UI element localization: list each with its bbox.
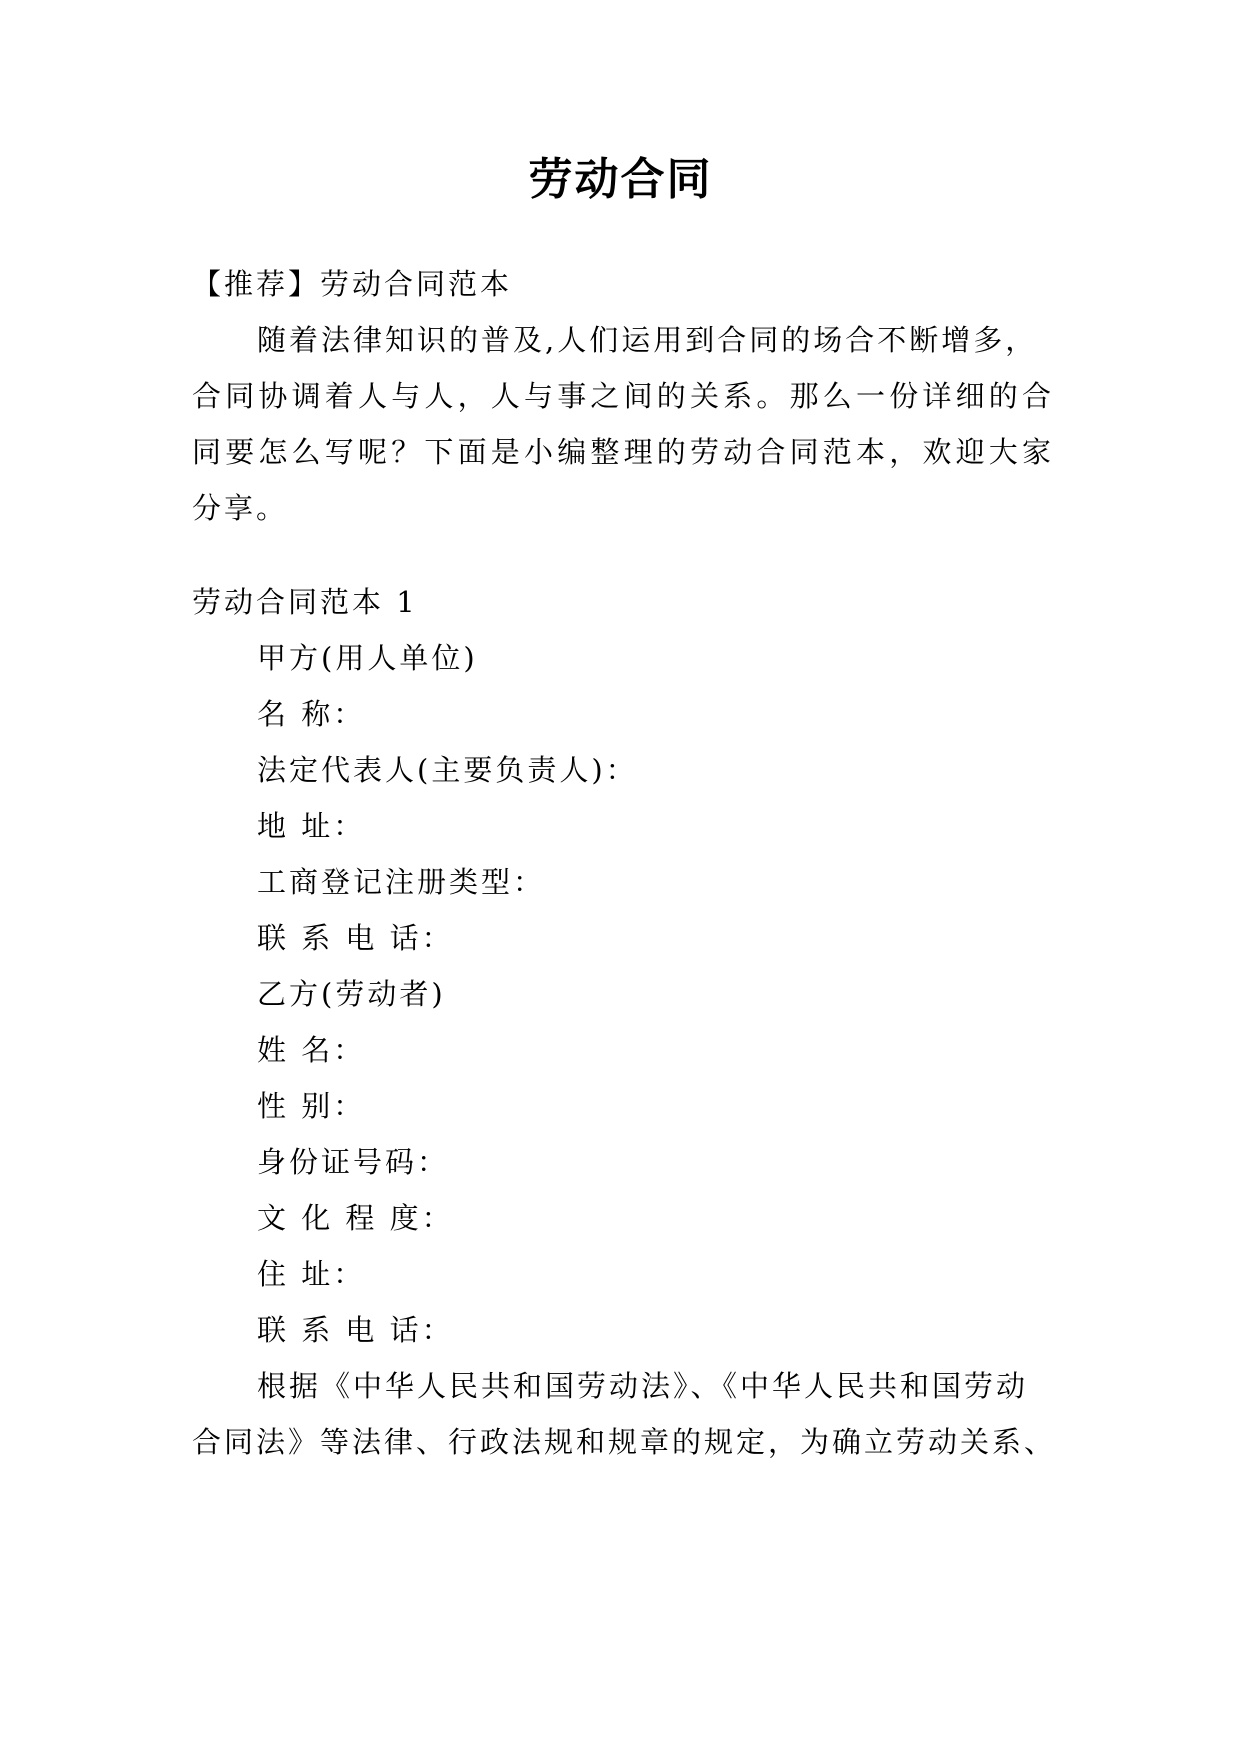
intro-line: 分享。 [192,491,289,525]
field-worker-name: 姓 名： [257,1033,366,1067]
field-gender: 性 别： [257,1089,366,1123]
basis-line [192,1422,1057,1462]
field-residence: 住 址： [257,1257,366,1291]
field-id-number: 身份证号码： [257,1145,450,1179]
field-registration-type: 工商登记注册类型： [257,865,546,899]
field-phone-b: 联 系 电 话： [257,1313,454,1347]
field-name: 名 称： [257,697,366,731]
field-phone-a: 联 系 电 话： [257,921,454,955]
field-address: 地 址： [257,809,366,843]
field-education: 文 化 程 度： [257,1201,454,1235]
field-party-b: 乙方(劳动者) [257,977,446,1011]
recommend-heading: 【推荐】劳动合同范本 [192,267,513,301]
field-party-a: 甲方(用人单位) [257,641,478,675]
basis-line-text: 合同法》等法律、行政法规和规章的规定，为确立劳动关系、 [192,1425,1057,1459]
intro-line [192,432,1054,472]
intro-line-text: 合同协调着人与人，人与事之间的关系。那么一份详细的合 [192,379,1056,413]
basis-line: 根据《中华人民共和国劳动法》、《中华人民共和国劳动 [257,1369,1029,1403]
intro-line-text: 同要怎么写呢？下面是小编整理的劳动合同范本，欢迎大家 [192,435,1056,469]
intro-line: 随着法律知识的普及,人们运用到合同的场合不断增多， [257,323,1038,357]
document-title: 劳动合同 [528,154,713,205]
section-heading: 劳动合同范本 1 [192,585,418,619]
intro-line [192,376,1054,416]
field-legal-representative: 法定代表人(主要负责人)： [257,753,638,787]
